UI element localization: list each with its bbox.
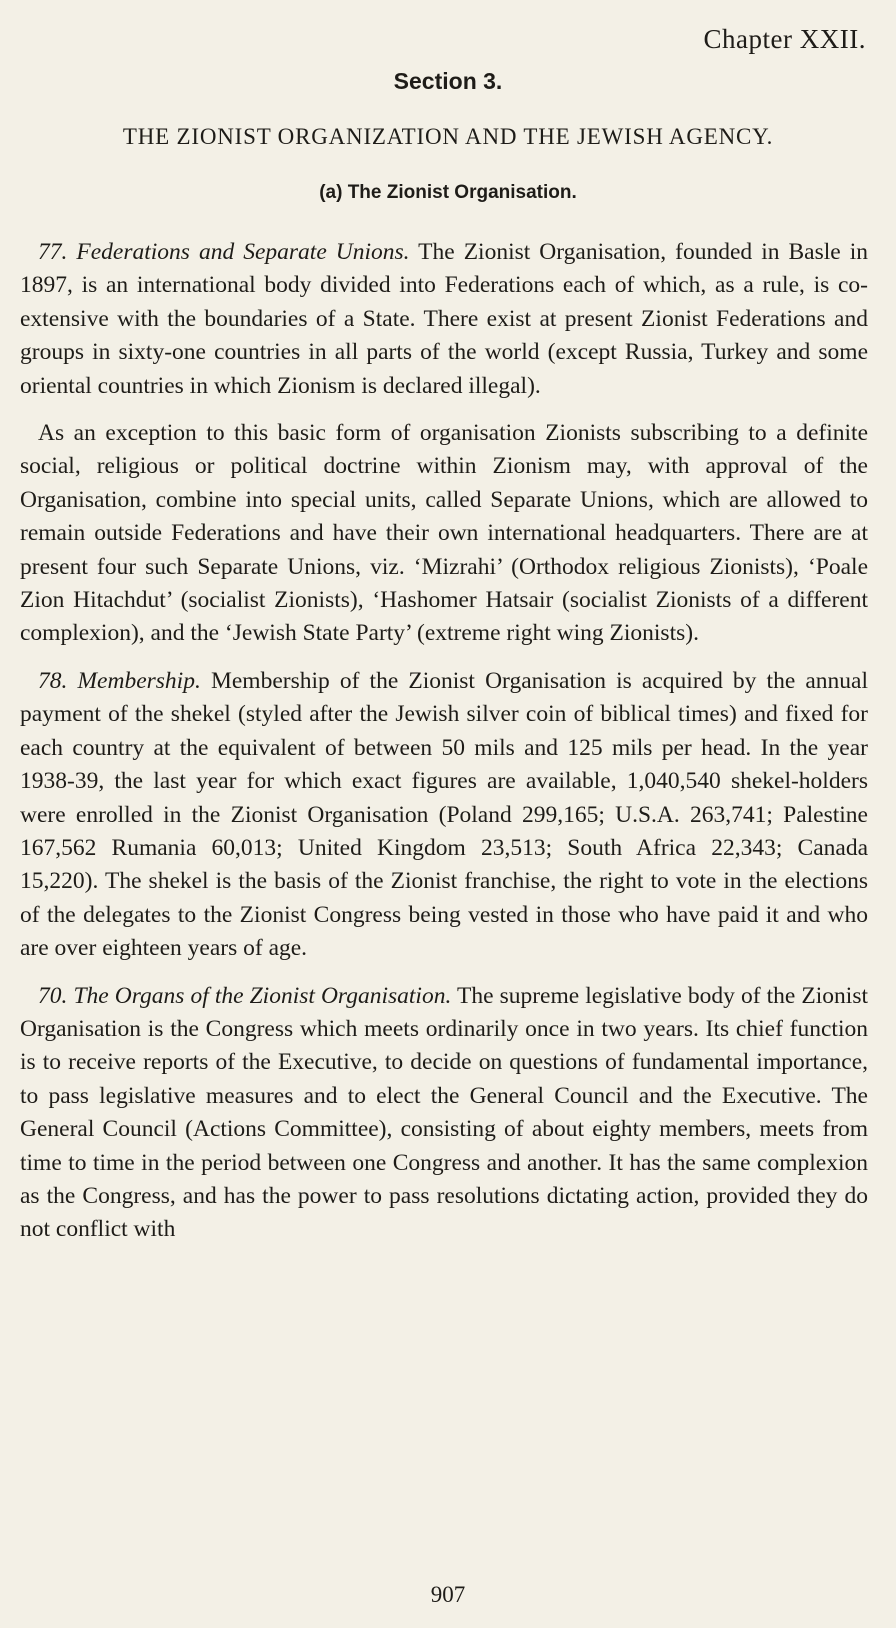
paragraph-heading: 78. Membership.: [38, 667, 201, 694]
page-title: THE ZIONIST ORGANIZATION AND THE JEWISH AGENCY.: [122, 124, 774, 149]
subsection-title: (a) The Zionist Organisation.: [319, 182, 577, 203]
paragraph-70: [20, 980, 868, 1247]
paragraph-heading: 70. The Organs of the Zionist Organisation.: [38, 982, 452, 1009]
paragraph-heading: 77. Federations and Separate Unions.: [38, 239, 410, 265]
paragraph-text: The Zionist Organisation, founded in Basle in 1897, is an international body divided into Federations each of which, as a rule, is co-extensive with the boundaries of a State. There exist at present Zionist Federations and groups in sixty-one countries in all parts of the world (except Russia, Turkey and some oriental countries in which Zionism is declared illegal).: [20, 239, 868, 399]
paragraph-text: Membership of the Zionist Organisation is acquired by the annual payment of the shekel (styled after the Jewish silver coin of biblical times) and fixed for each country at the equivalent of between 50 mils and 125 mils per head. In the year 1938-39, the last year for which exact figures are available, 1,040,540 shekel-holders were enrolled in the Zionist Organisation (Poland 299,165; U.S.A. 263,741; Palestine 167,562 Rumania 60,013; United Kingdom 23,513; South Africa 22,343; Canada 15,220). The shekel is the basis of the Zionist franchise, the right to vote in the elections of the delegates to the Zionist Congress being vested in those who have paid it and who are over eighteen years of age.: [20, 667, 869, 962]
paragraph-77-continued: [20, 417, 868, 651]
chapter-heading: Chapter XXII.: [703, 24, 866, 54]
paragraph-text: The supreme legislative body of the Zionist Organisation is the Congress which meets ordinarily once in two years. Its chief function is to receive reports of the Executive, to decide on questions of fundamental importance, to pass legislative measures and to elect the General Council and the Executive. The General Council (Actions Committee), consisting of about eighty members, meets from time to time in the period between one Congress and another. It has the same complexion as the Congress, and has the power to pass resolutions dictating action, provided they do not conflict with: [20, 982, 868, 1243]
page-number: 907: [430, 1582, 466, 1607]
paragraph-text: As an exception to this basic form of organisation Zionists subscribing to a definite social, religious or political doctrine within Zionism may, with approval of the Organisation, combine into special units, called Separate Unions, which are allowed to remain outside Federations and have their own international headquarters. There are at present four such Separate Unions, viz. ‘Mizrahi’ (Orthodox religious Zionists), ‘Poale Zion Hitachdut’ (socialist Zionists), ‘Hashomer Hatsair (socialist Zionists of a different complexion), and the ‘Jewish State Party’ (extreme right wing Zionists).: [20, 420, 868, 647]
section-heading: Section 3.: [393, 68, 503, 94]
body-text: [20, 236, 868, 1261]
paragraph-78: [20, 665, 868, 966]
paragraph-77: [20, 236, 868, 403]
